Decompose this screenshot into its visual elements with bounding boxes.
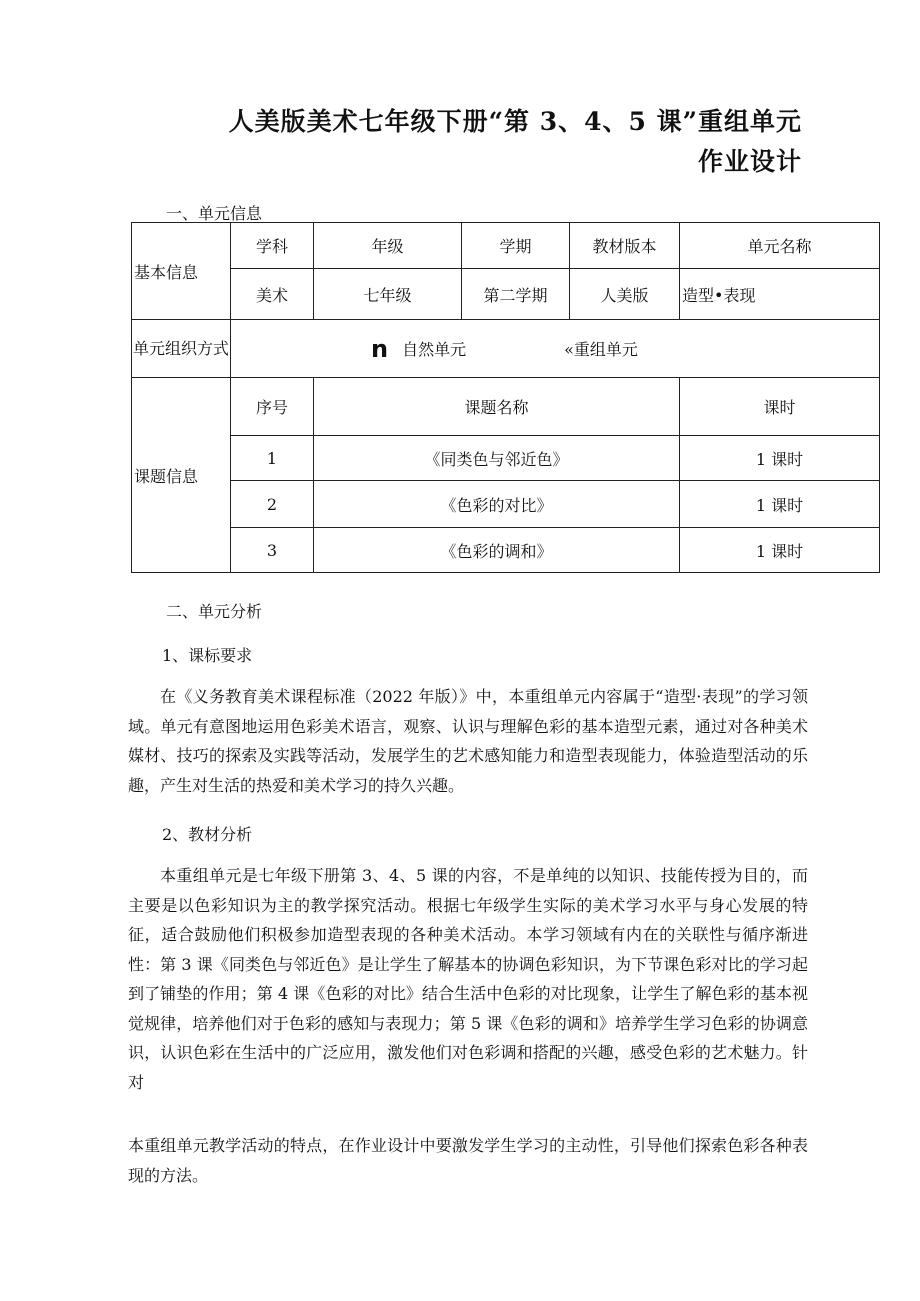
organization-label: 单元组织方式	[132, 320, 231, 378]
value-term: 第二学期	[462, 269, 570, 320]
lesson-hours: 1 课时	[680, 528, 880, 573]
lesson-info-label: 课题信息	[132, 378, 231, 573]
lesson-name: 《色彩的调和》	[314, 528, 680, 573]
organization-option-regrouped: «重组单元	[564, 340, 638, 359]
lesson-header-name: 课题名称	[314, 378, 680, 436]
organization-marker: n	[371, 334, 389, 363]
value-edition: 人美版	[570, 269, 680, 320]
document-title: 人美版美术七年级下册“第 3、4、5 课”重组单元	[228, 107, 802, 136]
lesson-no: 1	[231, 436, 314, 481]
textbook-text: 本重组单元是七年级下册第 3、4、5 课的内容，不是单纯的以知识、技能传授为目的，而主要是以色彩知识为主的教学探究活动。根据七年级学生实际的美术学习水平与身心发展的特征，适合鼓励他们积极参加造型表现的各种美术活动。本学习领域有内在的关联性与循序渐进性：第 3 课《同类色与邻近色》是让学生了解基本的协调色彩知识，为下节课色彩对比的学习起到了铺垫的作用；第 4 课《色彩的对比》结合生活中色彩的对比现象，让学生了解色彩的基本视觉规律，培养他们对于色彩的感知与表现力；第 5 课《色彩的调和》培养学生学习色彩的协调意识，认识色彩在生活中的广泛应用，激发他们对色彩调和搭配的兴趣，感受色彩的艺术魅力。针对	[128, 866, 808, 1092]
header-term: 学期	[462, 223, 570, 269]
subheading-textbook: 2、教材分析	[162, 825, 253, 844]
paragraph-textbook-continued	[128, 1131, 808, 1191]
value-grade: 七年级	[314, 269, 462, 320]
header-unit-name: 单元名称	[680, 223, 880, 269]
section-heading-unit-info: 一、单元信息	[166, 204, 263, 223]
value-subject: 美术	[231, 269, 314, 320]
lesson-hours: 1 课时	[680, 481, 880, 528]
organization-option-natural: 自然单元	[402, 340, 467, 359]
textbook-text-continued: 本重组单元教学活动的特点，在作业设计中要激发学生学习的主动性，引导他们探索色彩各种表现的方法。	[128, 1136, 808, 1185]
lesson-hours: 1 课时	[680, 436, 880, 481]
lesson-header-no: 序号	[231, 378, 314, 436]
header-edition: 教材版本	[570, 223, 680, 269]
paragraph-curriculum	[128, 682, 808, 800]
subheading-curriculum: 1、课标要求	[162, 646, 253, 665]
header-grade: 年级	[314, 223, 462, 269]
section-heading-unit-analysis: 二、单元分析	[166, 602, 263, 621]
lesson-no: 2	[231, 481, 314, 528]
unit-info-table	[131, 222, 880, 573]
value-unit-name: 造型•表现	[680, 269, 880, 320]
table-row	[132, 436, 880, 481]
basic-info-label: 基本信息	[132, 223, 231, 320]
lesson-no: 3	[231, 528, 314, 573]
header-subject: 学科	[231, 223, 314, 269]
lesson-name: 《同类色与邻近色》	[314, 436, 680, 481]
organization-options	[231, 320, 880, 378]
lesson-name: 《色彩的对比》	[314, 481, 680, 528]
paragraph-textbook	[128, 861, 808, 1097]
document-title-line2: 作业设计	[697, 147, 802, 176]
table-row	[132, 481, 880, 528]
curriculum-text: 在《义务教育美术课程标准（2022 年版）》中，本重组单元内容属于“造型·表现”的学习领域。单元有意图地运用色彩美术语言，观察、认识与理解色彩的基本造型元素，通过对各种美术媒材、技巧的探索及实践等活动，发展学生的艺术感知能力和造型表现能力，体验造型活动的乐趣，产生对生活的热爱和美术学习的持久兴趣。	[128, 687, 808, 795]
table-row	[132, 528, 880, 573]
lesson-header-hours: 课时	[680, 378, 880, 436]
